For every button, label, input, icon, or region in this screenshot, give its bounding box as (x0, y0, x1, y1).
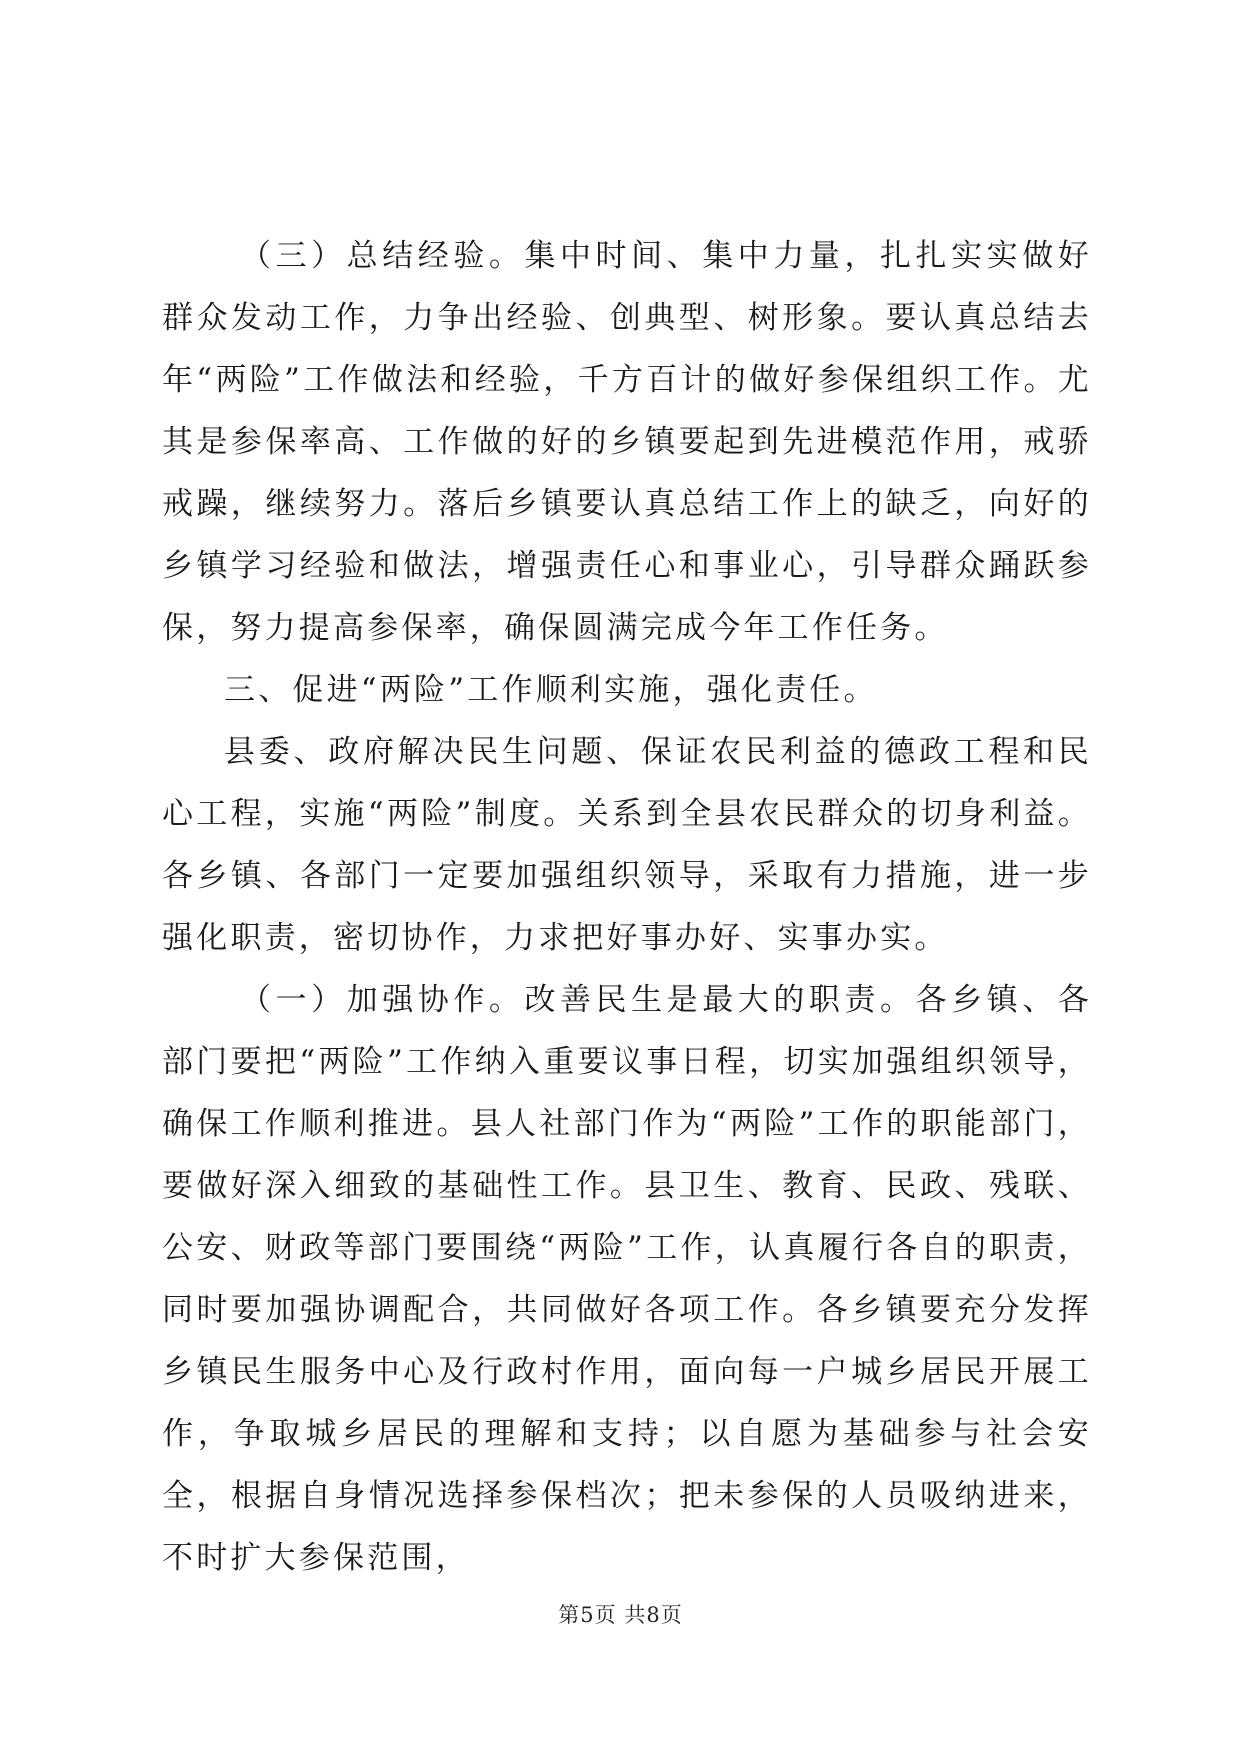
paragraph-county-government: 县委、政府解决民生问题、保证农民利益的德政工程和民心工程，实施“两险”制度。关系到全县农民群众的切身利益。各乡镇、各部门一定要加强组织领导，采取有力措施，进一步强化职责，密切协作，力求把好事办好、实事办实。 (162, 734, 1092, 956)
page-footer (0, 1599, 1241, 1629)
section-heading-three: 三、促进“两险”工作顺利实施，强化责任。 (224, 672, 878, 708)
paragraph-summary-experience: （三）总结经验。集中时间、集中力量，扎扎实实做好群众发动工作，力争出经验、创典型、树形象。要认真总结去年“两险”工作做法和经验，千方百计的做好参保组织工作。尤其是参保率高、工作做的好的乡镇要起到先进模范作用，戒骄戒躁，继续努力。落后乡镇要认真总结工作上的缺乏，向好的乡镇学习经验和做法，增强责任心和事业心，引导群众踊跃参保，努力提高参保率，确保圆满完成今年工作任务。 (162, 238, 1092, 646)
page-number: 第5页 共8页 (558, 1603, 683, 1627)
document-body (162, 225, 1092, 1589)
paragraph-strengthen-cooperation: （一）加强协作。改善民生是最大的职责。各乡镇、各部门要把“两险”工作纳入重要议事日程，切实加强组织领导，确保工作顺利推进。县人社部门作为“两险”工作的职能部门，要做好深入细致的基础性工作。县卫生、教育、民政、残联、公安、财政等部门要围绕“两险”工作，认真履行各自的职责，同时要加强协调配合，共同做好各项工作。各乡镇要充分发挥乡镇民生服务中心及行政村作用，面向每一户城乡居民开展工作，争取城乡居民的理解和支持；以自愿为基础参与社会安全，根据自身情况选择参保档次；把未参保的人员吸纳进来，不时扩大参保范围， (162, 982, 1092, 1576)
